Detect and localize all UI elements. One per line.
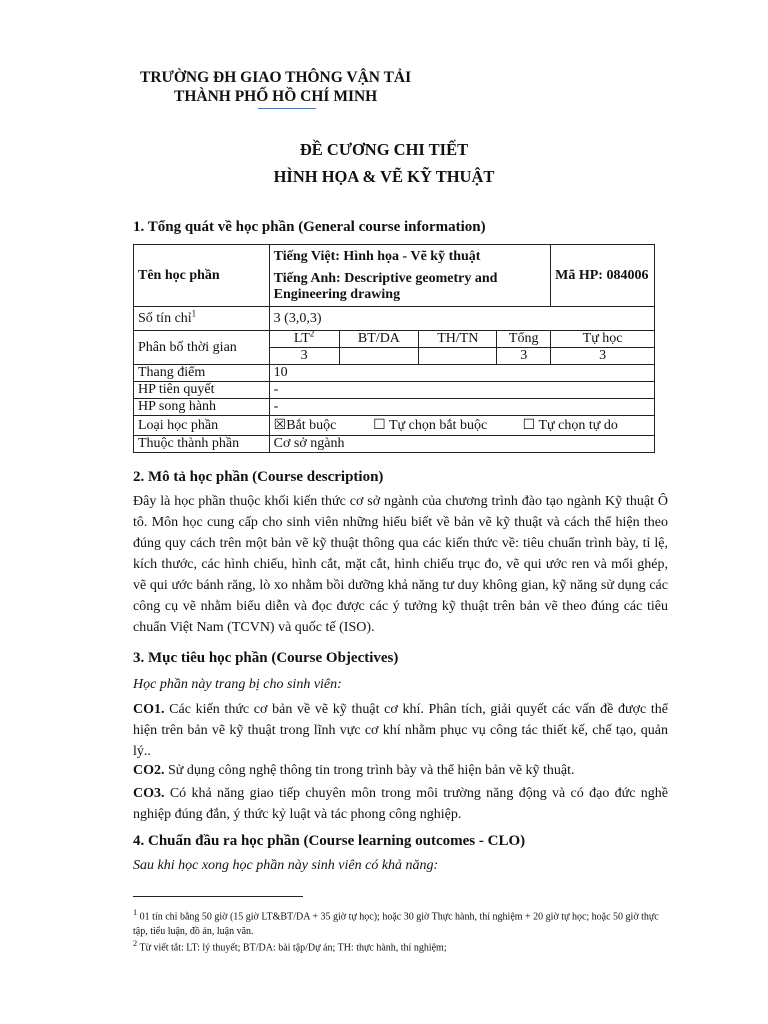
footnote-2-mark: 2 — [133, 939, 138, 948]
type-label: Loại học phần — [134, 416, 270, 436]
type-option-mandatory — [274, 418, 370, 434]
time-header-bt: BT/DA — [339, 331, 419, 348]
component-label: Thuộc thành phần — [134, 436, 270, 453]
section-4-heading: 4. Chuẩn đầu ra học phần (Course learning outcomes - CLO) — [133, 833, 526, 849]
time-header-lt — [269, 328, 339, 348]
footnote-1-mark: 1 — [133, 908, 138, 917]
course-title: HÌNH HỌA & VẼ KỸ THUẬT — [273, 167, 495, 186]
table-row — [134, 399, 655, 416]
type-option-elective-required — [373, 418, 519, 434]
course-info-table — [133, 244, 655, 453]
type-option-label: Tự chọn bắt buộc — [388, 417, 488, 433]
type-option-label: Tự chọn tự do — [538, 417, 618, 433]
objective-co1 — [133, 699, 668, 762]
credits-label-cell — [134, 307, 270, 331]
objective-code: CO2. — [133, 763, 165, 778]
grading-label: Thang điểm — [134, 365, 270, 382]
objective-co3 — [133, 783, 668, 825]
table-row — [134, 416, 655, 436]
time-value-self: 3 — [551, 348, 655, 365]
table-row — [134, 307, 655, 331]
section-1-heading: 1. Tổng quát về học phần (General course information) — [133, 219, 486, 235]
table-row — [134, 436, 655, 453]
course-name-vi: Tiếng Việt: Hình họa - Vẽ kỹ thuật — [273, 248, 481, 264]
course-description: Đây là học phần thuộc khối kiến thức cơ sở ngành của chương trình đào tạo ngành Kỹ thuật Ô tô. Môn học cung cấp cho sinh viên những hiểu biết về bản vẽ kỹ thuật và cách thể hiện theo đúng quy cách trên một bản vẽ kỹ thuật thông qua các kiến thức về: tiêu chuẩn trình bày, tỉ lệ, kích thước, các hình chiếu, hình cắt, mặt cắt, hình chiếu trục đo, vẽ qui ước ren và mối ghép, vẽ qui ước bánh răng, lò xo nhằm bồi dưỡng khả năng tư duy không gian, kỹ năng sử dụng các công cụ vẽ nhằm biểu diễn và đọc được các ý tưởng kỹ thuật trên bản vẽ theo đúng các tiêu chuẩn Việt Nam (TCVN) và quốc tế (ISO). — [133, 494, 668, 635]
prereq-label: HP tiên quyết — [134, 382, 270, 399]
credits-label: Số tín chỉ — [138, 310, 192, 326]
time-header-lt-text: LT — [293, 331, 310, 346]
time-value-total: 3 — [497, 348, 551, 365]
footnote-mark-1: 1 — [191, 307, 197, 318]
objectives-intro: Học phần này trang bị cho sinh viên: — [133, 677, 342, 692]
table-row — [134, 245, 655, 307]
type-option-elective-free — [523, 418, 618, 433]
university-name-line2: THÀNH PHỐ HỒ CHÍ MINH — [174, 88, 378, 105]
university-header — [140, 68, 411, 106]
clo-intro: Sau khi học xong học phần này sinh viên có khả năng: — [133, 858, 439, 873]
course-name-en: Tiếng Anh: Descriptive geometry and Engineering drawing — [273, 270, 498, 302]
time-label: Phân bố thời gian — [134, 331, 270, 365]
table-row — [134, 365, 655, 382]
unchecked-box-icon: ☐ — [522, 417, 536, 433]
objective-text: Sử dụng công nghệ thông tin trong trình bày và thể hiện bản vẽ kỹ thuật. — [164, 763, 575, 778]
objective-co2 — [133, 760, 668, 781]
table-row — [134, 331, 655, 348]
objective-text: Có khả năng giao tiếp chuyên môn trong môi trường năng động và có đạo đức nghề nghiệp đúng đắn, ý thức kỷ luật và tác phong công nghiệp. — [133, 786, 668, 822]
document-title: ĐỀ CƯƠNG CHI TIẾT — [299, 140, 469, 159]
type-option-label: Bắt buộc — [286, 417, 337, 433]
header-underline — [258, 108, 316, 109]
objective-code: CO3. — [133, 786, 165, 801]
time-value-lt: 3 — [269, 348, 339, 365]
footnote-mark-2: 2 — [309, 328, 315, 339]
section-2-heading: 2. Mô tả học phần (Course description) — [133, 469, 384, 485]
time-value-th — [419, 348, 497, 365]
grading-value: 10 — [269, 365, 654, 382]
coreq-value: - — [269, 399, 654, 416]
table-row — [134, 382, 655, 399]
section-3-heading: 3. Mục tiêu học phần (Course Objectives) — [133, 650, 399, 666]
footnote-2 — [133, 936, 673, 955]
course-code: Mã HP: 084006 — [551, 245, 655, 307]
footnote-1-text: 01 tín chỉ bằng 50 giờ (15 giờ LT&BT/DA + 35 giờ tự học); hoặc 30 giờ Thực hành, thí nghiệm + 20 giờ tự học; hoặc 50 giờ thực tập, tiểu luận, đồ án, luận văn. — [133, 911, 659, 938]
time-header-self: Tự học — [551, 331, 655, 348]
prereq-value: - — [269, 382, 654, 399]
footnote-separator — [133, 896, 303, 897]
footnote-2-text: Từ viết tắt: LT: lý thuyết; BT/DA: bài tập/Dự án; TH: thực hành, thí nghiệm; — [137, 942, 447, 954]
objective-text: Các kiến thức cơ bản về vẽ kỹ thuật cơ khí. Phân tích, giải quyết các vấn đề được thể hiện trên bản vẽ kỹ thuật trong lĩnh vực cơ khí nhằm phục vụ công tác thiết kế, chế tạo, quản lý.. — [133, 702, 668, 759]
course-name-label: Tên học phần — [134, 245, 270, 307]
footnote-1 — [133, 905, 673, 939]
credits-value: 3 (3,0,3) — [269, 307, 654, 331]
unchecked-box-icon: ☐ — [373, 417, 386, 433]
type-options — [269, 416, 654, 436]
time-header-total: Tổng — [497, 331, 551, 348]
component-value: Cơ sở ngành — [269, 436, 654, 453]
checked-box-icon: ☒ — [273, 417, 287, 433]
objective-code: CO1. — [133, 702, 165, 717]
course-name-cell — [269, 245, 550, 307]
coreq-label: HP song hành — [134, 399, 270, 416]
time-value-bt — [339, 348, 419, 365]
time-header-th: TH/TN — [419, 331, 497, 348]
university-name-line1: TRƯỜNG ĐH GIAO THÔNG VẬN TẢI — [140, 69, 412, 86]
